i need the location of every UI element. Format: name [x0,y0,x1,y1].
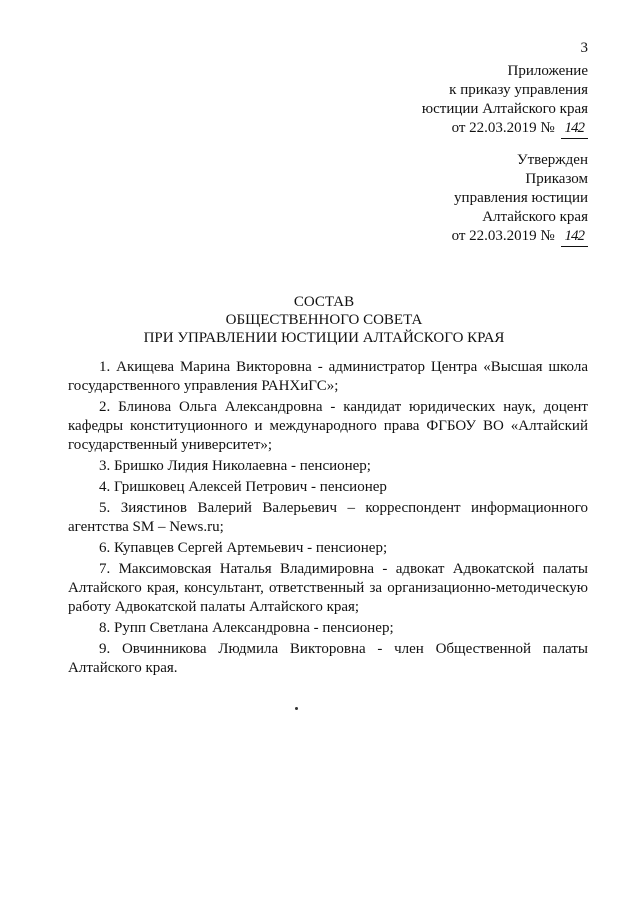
member-item: 7. Максимовская Наталья Владимировна - адвокат Адвокатской палаты Алтайского края, консультант, ответственный за организационно-методическую работу Адвокатской палаты Алтайского края; [68,561,588,615]
stray-mark [295,707,298,710]
appendix-line-3: юстиции Алтайского края [421,101,588,117]
title-line-2: ОБЩЕСТВЕННОГО СОВЕТА [225,312,423,328]
approval-line-4: Алтайского края [482,209,588,225]
title-line-3: ПРИ УПРАВЛЕНИИ ЮСТИЦИИ АЛТАЙСКОГО КРАЯ [143,330,505,346]
member-item: 9. Овчинникова Людмила Викторовна - член Общественной палаты Алтайского края. [68,641,588,676]
member-item: 3. Бришко Лидия Николаевна - пенсионер; [99,458,371,474]
appendix-header [422,62,588,139]
appendix-line-4 [422,119,588,139]
member-item: 8. Рупп Светлана Александровна - пенсионер; [99,620,394,636]
handwritten-order-number: 142 [561,227,589,247]
title-line-1: СОСТАВ [293,294,355,310]
appendix-line-1: Приложение [507,63,588,79]
approval-date: от 22.03.2019 № [451,228,555,244]
approval-line-5 [452,227,588,247]
document-title [60,293,588,347]
member-item: 4. Гришковец Алексей Петрович - пенсионер [99,479,387,495]
page-number: 3 [580,40,588,56]
member-item: 5. Зиястинов Валерий Валерьевич – корреспондент информационного агентства SM – News.ru; [68,500,588,535]
appendix-date: от 22.03.2019 № [451,120,555,136]
member-item: 2. Блинова Ольга Александровна - кандидат юридических наук, доцент кафедры конституционного и международного права ФГБОУ ВО «Алтайский государственный университет»; [68,399,588,453]
approval-line-1: Утвержден [516,152,588,168]
member-item: 6. Купавцев Сергей Артемьевич - пенсионер; [99,540,388,556]
approval-line-2: Приказом [525,171,588,187]
approval-header [452,151,588,247]
member-item: 1. Акищева Марина Викторовна - администратор Центра «Высшая школа государственного управления РАНХиГС»; [68,359,588,394]
members-list [68,358,588,680]
appendix-line-2: к приказу управления [449,82,588,98]
handwritten-order-number: 142 [561,119,589,139]
approval-line-3: управления юстиции [454,190,588,206]
